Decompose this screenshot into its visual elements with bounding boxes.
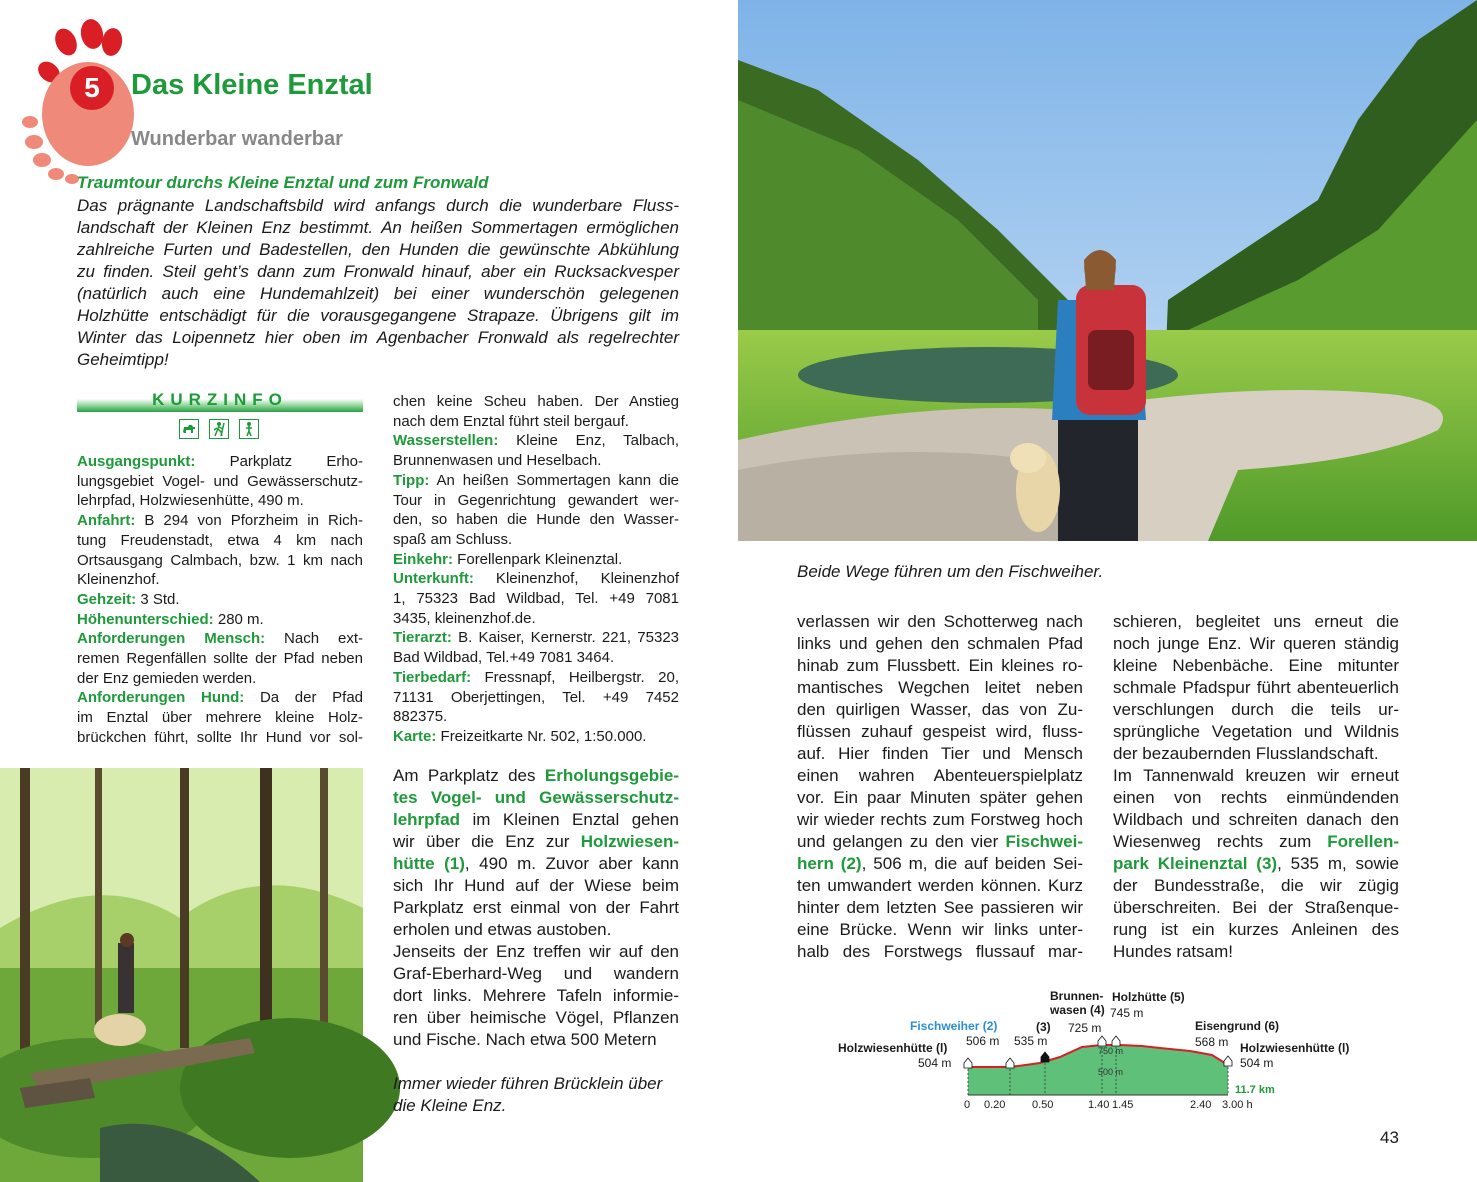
tick-240: 2.40 — [1190, 1099, 1212, 1111]
intro-line: Geheimtipp! — [77, 350, 169, 369]
body-line — [797, 677, 1083, 699]
body-line — [393, 765, 679, 787]
kurzinfo-line — [77, 728, 363, 748]
photo-hiker-with-dog — [738, 0, 1477, 541]
body-line — [1113, 919, 1399, 941]
kurzinfo-text: Parkplatz Erho- — [195, 453, 363, 470]
body-text: sich Ihr Hund auf der Wiese beim — [393, 876, 679, 895]
body-line — [1113, 897, 1399, 919]
kurzinfo-text: 71131 Oberjettingen, Tel. +49 7452 — [393, 688, 679, 706]
body-line — [1113, 743, 1399, 765]
body-line — [797, 941, 1083, 963]
kurzinfo-text: Bad Wildbad, Tel.+49 7081 3464. — [393, 649, 615, 667]
kurzinfo-line — [393, 510, 679, 530]
body-line — [393, 985, 679, 1007]
intro-headline: Traumtour durchs Kleine Enztal und zum Fronwald — [77, 173, 489, 192]
kurzinfo-line — [77, 708, 363, 728]
kurzinfo-text: Kleinenzhof, Kleinenzhof — [473, 570, 679, 588]
body-line — [797, 919, 1083, 941]
kurzinfo-line — [393, 530, 679, 550]
kurzinfo-text: Kleinenzhof. — [77, 571, 160, 589]
kurzinfo-column-2 — [393, 392, 679, 747]
body-line — [797, 809, 1083, 831]
kurzinfo-text: Freizeitkarte Nr. 502, 1:50.000. — [436, 727, 647, 745]
kurzinfo-text: Fressnapf, Heilbergstr. 20, — [471, 668, 679, 686]
kurzinfo-line — [393, 609, 679, 629]
body-line — [1113, 787, 1399, 809]
kurzinfo-text: 1, 75323 Bad Wildbad, Tel. +49 7081 — [393, 590, 679, 608]
label-3-elev: 535 m — [1014, 1034, 1048, 1048]
body-text: einen von rechts einmündenden — [1113, 788, 1399, 807]
body-text: , 490 m. Zuvor aber kann — [464, 854, 680, 873]
label-brunnen-elev: 725 m — [1068, 1021, 1102, 1035]
tick-145: 1.45 — [1112, 1099, 1134, 1111]
body-text: Hundes ratsam! — [1113, 942, 1233, 961]
caption-right-photo: Beide Wege führen um den Fischweiher. — [797, 562, 1104, 581]
body-line — [1113, 765, 1399, 787]
kurzinfo-label: Anfahrt: — [77, 512, 136, 530]
place-name: lehrpfad — [393, 810, 461, 829]
tick-140: 1.40 — [1088, 1099, 1110, 1111]
kurzinfo-line — [77, 511, 363, 531]
kurzinfo-text: den, so haben die Hunde den Wasser- — [393, 511, 679, 529]
body-text: flüssen zuhauf gespeist wird, fluss- — [797, 722, 1083, 741]
label-eisengrund-name: Eisengrund (6) — [1195, 1019, 1280, 1033]
body-text: und gelangen zu den vier — [797, 832, 1006, 851]
body-line — [393, 1029, 679, 1051]
kurzinfo-line — [393, 727, 679, 747]
elevation-profile — [820, 985, 1350, 1115]
kurzinfo-text: spaß am Schluss. — [393, 530, 513, 548]
kurzinfo-text: nach dem Enztal führt steil bergauf. — [393, 412, 629, 430]
hiker-icon — [209, 419, 229, 439]
kurzinfo-line — [393, 648, 679, 668]
kurzinfo-label: Wasserstellen: — [393, 432, 499, 450]
body-text: Wiesenweg rechts zum — [1113, 832, 1328, 851]
body-text: hinter dem letzten See passieren wir — [797, 898, 1083, 917]
body-line — [1113, 831, 1399, 853]
body-line — [393, 875, 679, 897]
body-text: Jenseits der Enz treffen wir auf den — [393, 942, 679, 961]
body-line — [393, 1007, 679, 1029]
body-text: der Bundesstraße, die wir zügig — [1113, 876, 1399, 895]
body-text: wir über die Enz zur — [393, 832, 581, 851]
body-text: schieren, begleitet uns erneut die — [1113, 612, 1399, 631]
body-line — [797, 853, 1083, 875]
body-line — [393, 941, 679, 963]
kurzinfo-label: Höhenunterschied: — [77, 610, 214, 628]
label-holzhuette-elev: 745 m — [1110, 1006, 1144, 1020]
kurzinfo-label: Tipp: — [393, 471, 430, 489]
body-text: ren über heimische Vögel, Pflanzen — [393, 1008, 679, 1027]
place-name: park Kleinenztal (3) — [1113, 854, 1278, 873]
hut-icon — [1041, 1052, 1049, 1062]
kurzinfo-line — [77, 491, 363, 511]
body-text: kleine Nebenbäche. Eine mitunter — [1113, 656, 1399, 675]
caption-left-photo: Immer wieder führen Brücklein über die Kleine Enz. — [393, 1074, 663, 1115]
kurzinfo-text: B 294 von Pforzheim in Rich- — [135, 512, 363, 530]
page-number: 43 — [1380, 1128, 1399, 1147]
body-line — [1113, 699, 1399, 721]
kurzinfo-text: Ortsausgang Calmbach, bzw. 1 km nach — [77, 551, 363, 569]
kurzinfo-text: chen keine Scheu haben. Der Anstieg — [393, 393, 679, 410]
body-text: Wildbach und schreiten danach den — [1113, 810, 1399, 829]
label-start-name: Holzwiesenhütte (l) — [838, 1041, 948, 1055]
body-line — [797, 765, 1083, 787]
label-start-elev: 504 m — [918, 1056, 952, 1070]
body-text: und Fische. Nach etwa 500 Metern — [393, 1030, 657, 1049]
grid-label-500: 500 m — [1098, 1067, 1124, 1077]
body-line — [393, 853, 679, 875]
kurzinfo-text: Da der Pfad — [244, 689, 364, 707]
place-name: Holzwiesen- — [580, 832, 679, 851]
kurzinfo-text: 882375. — [393, 708, 448, 726]
kurzinfo-line — [393, 550, 679, 570]
page-title: Das Kleine Enztal — [131, 69, 373, 101]
intro-line: Winter das Loipennetz hier oben im Agenbacher Fronwald als regelrechter — [77, 328, 679, 347]
body-line — [1113, 633, 1399, 655]
kurzinfo-line — [393, 471, 679, 491]
kurzinfo-text: lehrpfad, Holzwiesenhütte, 490 m. — [77, 492, 304, 510]
kurzinfo-line — [77, 570, 363, 590]
tour-number-badge: 5 — [70, 66, 114, 110]
kurzinfo-text: Forellenpark Kleinenztal. — [453, 550, 623, 568]
label-end-elev: 504 m — [1240, 1056, 1274, 1070]
body-line — [797, 897, 1083, 919]
tick-050: 0.50 — [1032, 1099, 1054, 1111]
kurzinfo-label: Karte: — [393, 727, 437, 745]
body-text: den quirligen Wasser, das von Zu- — [797, 700, 1083, 719]
label-end-name: Holzwiesenhütte (l) — [1240, 1041, 1350, 1055]
body-text: hinab zum Flussbett. Ein kleines ro- — [797, 656, 1083, 675]
tick-020: 0.20 — [984, 1099, 1006, 1111]
intro-text — [77, 195, 679, 371]
body-text: schmale Pfadspur führt abenteuerlich — [1113, 678, 1399, 697]
kurzinfo-line — [393, 707, 679, 727]
body-line — [1113, 809, 1399, 831]
body-text: wir wieder rechts zum Forstweg hoch — [797, 810, 1083, 829]
kurzinfo-text: lungsgebiet Vogel- und Gewässerschutz- — [77, 472, 363, 490]
tick-300: 3.00 h — [1222, 1099, 1253, 1111]
kurzinfo-line — [77, 590, 363, 610]
body-line — [393, 963, 679, 985]
body-text: links und gehen den schmalen Pfad — [797, 634, 1083, 653]
kurzinfo-line — [393, 491, 679, 511]
kurzinfo-label: Tierbedarf: — [393, 668, 472, 686]
body-text: rung ist ein kurzes Anleinen des — [1113, 920, 1399, 939]
kurzinfo-text: Kleine Enz, Talbach, — [498, 432, 679, 450]
hut-icon — [964, 1058, 972, 1068]
grid-label-750: 750 m — [1098, 1046, 1124, 1056]
body-line — [797, 655, 1083, 677]
label-fischweiher-name: Fischweiher (2) — [910, 1019, 998, 1033]
photo-forest-bridge — [0, 768, 363, 1182]
kurzinfo-title: KURZINFO — [152, 390, 288, 409]
body-text: eine Brücke. Wenn wir links unter- — [797, 920, 1083, 939]
place-name: hütte (1) — [393, 854, 465, 873]
kurzinfo-text: remen Regenfällen sollte der Pfad neben — [77, 650, 363, 668]
intro-line: Holzhütte entschädigt für die vorausgegangene Strapaze. Übrigens gilt im — [77, 306, 679, 325]
kurzinfo-label: Anforderungen Mensch: — [77, 630, 266, 648]
body-line — [1113, 655, 1399, 677]
body-line — [797, 611, 1083, 633]
body-line — [1113, 721, 1399, 743]
kurzinfo-line — [393, 451, 679, 471]
body-line — [1113, 677, 1399, 699]
kurzinfo-text: Tour in Gegenrichtung gewandert wer- — [393, 491, 679, 509]
kurzinfo-line — [393, 392, 679, 412]
kurzinfo-text: B. Kaiser, Kernerstr. 221, 75323 — [451, 629, 679, 647]
body-column-right — [1113, 611, 1399, 963]
kurzinfo-line — [77, 649, 363, 669]
kurzinfo-column-1 — [77, 452, 363, 748]
body-text: verschlungen durch die teils ur- — [1113, 700, 1399, 719]
dog-icon — [179, 419, 199, 439]
kurzinfo-text: brückchen führt, sollte Ihr Hund vor sol- — [77, 728, 363, 746]
hut-icon — [1006, 1058, 1014, 1068]
body-text: , 506 m, die auf beiden Sei- — [861, 854, 1083, 873]
kurzinfo-line — [77, 669, 363, 689]
body-line — [393, 831, 679, 853]
body-text: dort links. Mehrere Tafeln informie- — [393, 986, 679, 1005]
body-text: sprüngliche Vegetation und Wildnis — [1113, 722, 1399, 741]
body-text: ten umwandert werden können. Kurz — [797, 876, 1083, 895]
body-line — [797, 633, 1083, 655]
kurzinfo-text: im Enztal über mehrere kleine Holz- — [77, 709, 363, 727]
body-line — [1113, 875, 1399, 897]
person-icon — [239, 419, 259, 439]
body-text: Am Parkplatz des — [393, 766, 545, 785]
body-line — [797, 787, 1083, 809]
hut-icon — [1112, 1036, 1120, 1046]
body-text: halb des Forstwegs flussauf mar- — [797, 942, 1083, 961]
kurzinfo-text: Nach ext- — [265, 630, 363, 648]
label-distance: 11.7 km — [1235, 1084, 1275, 1096]
body-text: Graf-Eberhard-Weg und wandern — [393, 964, 679, 983]
label-3-name: (3) — [1036, 1020, 1051, 1034]
kurzinfo-text: der Enz gemieden werden. — [77, 669, 257, 687]
kurzinfo-line — [77, 551, 363, 571]
place-name: tes Vogel- und Gewässerschutz- — [393, 788, 679, 807]
label-brunnen-line2: wasen (4) — [1050, 1003, 1105, 1017]
intro-line: (natürlich auch eine Hundemahlzeit) bei einer wunderschön gelegenen — [77, 284, 679, 303]
kurzinfo-line — [77, 472, 363, 492]
kurzinfo-text: An heißen Sommertagen kann die — [429, 471, 679, 489]
kurzinfo-text: 280 m. — [213, 610, 264, 628]
body-line — [797, 743, 1083, 765]
body-text: noch junge Enz. Wir queren ständig — [1113, 634, 1399, 653]
label-brunnen-line1: Brunnen- — [1050, 989, 1104, 1003]
body-text: im Kleinen Enztal gehen — [460, 810, 679, 829]
label-eisengrund-elev: 568 m — [1195, 1035, 1229, 1049]
body-text: Im Tannenwald kreuzen wir erneut — [1113, 766, 1399, 785]
body-line — [1113, 611, 1399, 633]
kurzinfo-line — [393, 668, 679, 688]
body-text: verlassen wir den Schotterweg nach — [797, 612, 1083, 631]
body-text: der bezaubernden Flusslandschaft. — [1113, 744, 1379, 763]
place-name: Erholungsgebie- — [544, 766, 679, 785]
body-column-left — [393, 765, 679, 1051]
body-text: auf. Hier finden Tier und Mensch — [797, 744, 1083, 763]
kurzinfo-line — [77, 688, 363, 708]
kurzinfo-line — [393, 688, 679, 708]
hut-icon — [1098, 1036, 1106, 1046]
intro-line: Das prägnante Landschaftsbild wird anfangs durch die wunderbare Fluss- — [77, 196, 679, 215]
body-line — [797, 721, 1083, 743]
body-line — [1113, 853, 1399, 875]
kurzinfo-text: 3435, kleinenzhof.de. — [393, 609, 536, 627]
body-text: mantisches Wegchen leitet neben — [797, 678, 1083, 697]
body-text: , 535 m, sowie — [1277, 854, 1400, 873]
body-line — [1113, 941, 1399, 963]
label-holzhuette-name: Holzhütte (5) — [1112, 990, 1185, 1004]
body-line — [797, 831, 1083, 853]
page-subtitle: Wunderbar wanderbar — [131, 128, 343, 150]
kurzinfo-line — [393, 628, 679, 648]
tick-0: 0 — [964, 1099, 971, 1111]
kurzinfo-line — [393, 412, 679, 432]
place-name: Forellen- — [1327, 832, 1399, 851]
body-column-middle — [797, 611, 1083, 963]
kurzinfo-line — [393, 569, 679, 589]
body-line — [393, 897, 679, 919]
body-line — [393, 809, 679, 831]
place-name: hern (2) — [797, 854, 862, 873]
kurzinfo-label: Gehzeit: — [77, 590, 137, 608]
body-text: überschreiten. Bei der Straßenque- — [1113, 898, 1399, 917]
body-line — [797, 875, 1083, 897]
body-line — [393, 919, 679, 941]
body-line — [797, 699, 1083, 721]
kurzinfo-text: tung Freudenstadt, etwa 4 km nach — [77, 531, 363, 549]
body-line — [393, 787, 679, 809]
hut-icon — [1224, 1056, 1232, 1066]
intro-line: zahlreiche Furten und Badestellen, den Hunden die gewünschte Abkühlung — [77, 240, 679, 259]
label-fischweiher-elev: 506 m — [966, 1034, 1000, 1048]
body-text: einen wahren Abenteuerspielplatz — [797, 766, 1083, 785]
kurzinfo-line — [77, 629, 363, 649]
place-name: Fischwei- — [1005, 832, 1083, 851]
body-text: vor. Ein paar Minuten später gehen — [797, 788, 1083, 807]
kurzinfo-line — [77, 531, 363, 551]
kurzinfo-label: Ausgangspunkt: — [77, 453, 196, 470]
intro-line: landschaft der Kleinen Enz bestimmt. An heißen Sommertagen ermöglichen — [77, 218, 679, 237]
kurzinfo-label: Tierarzt: — [393, 629, 452, 647]
kurzinfo-label: Anforderungen Hund: — [77, 689, 245, 707]
kurzinfo-line — [393, 589, 679, 609]
body-text: Parkplatz erst einmal von der Fahrt — [393, 898, 679, 917]
kurzinfo-label: Einkehr: — [393, 550, 454, 568]
kurzinfo-line — [393, 431, 679, 451]
kurzinfo-text: 3 Std. — [136, 590, 180, 608]
body-text: erholen und etwas austoben. — [393, 920, 612, 939]
kurzinfo-line — [77, 452, 363, 472]
kurzinfo-line — [77, 610, 363, 630]
kurzinfo-label: Unterkunft: — [393, 570, 474, 588]
intro-line: zu finden. Steil geht’s dann zum Fronwald hinauf, aber ein Rucksackvesper — [77, 262, 679, 281]
kurzinfo-text: Brunnenwasen und Heselbach. — [393, 452, 602, 470]
